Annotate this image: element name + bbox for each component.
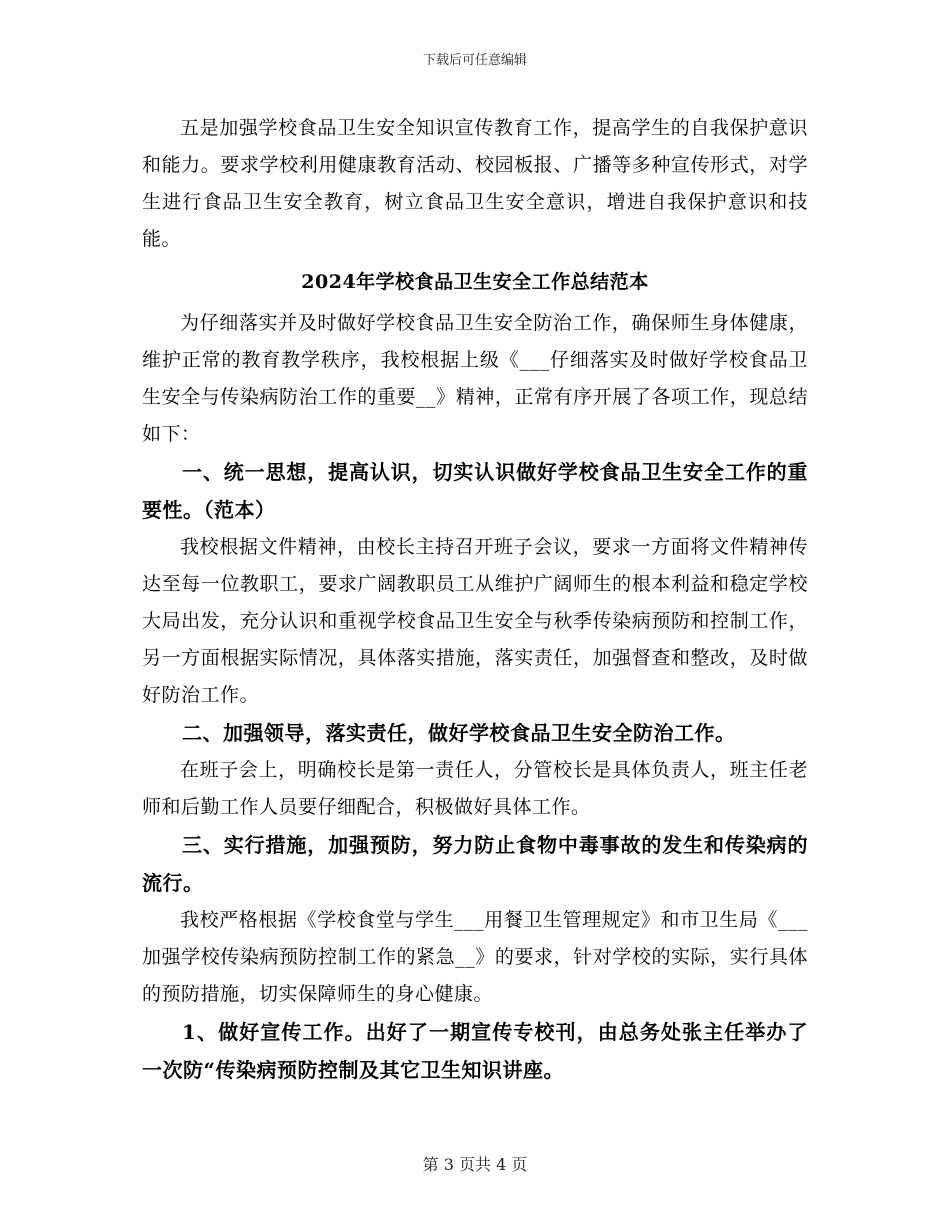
paragraph-overview: 为仔细落实并及时做好学校食品卫生安全防治工作，确保师生身体健康，维护正常的教育教学秩序，我校根据上级《___仔细落实及时做好学校食品卫生安全与传染病防治工作的重要__》精神，正常有序开展了各项工作，现总结如下：: [142, 312, 808, 445]
section-heading-2: 二、加强领导，落实责任，做好学校食品卫生安全防治工作。: [182, 721, 736, 745]
section-heading-1: 一、统一思想，提高认识，切实认识做好学校食品卫生安全工作的重要性。（范本）: [142, 460, 808, 522]
paragraph-section-3: 我校严格根据《学校食堂与学生___用餐卫生管理规定》和市卫生局《___加强学校传染病预防控制工作的紧急__》的要求，针对学校的实际，实行具体的预防措施，切实保障师生的身心健康。: [142, 909, 808, 1005]
page-footer: 第 3 页共 4 页: [422, 1155, 528, 1174]
document-title: 2024年学校食品卫生安全工作总结范本: [301, 271, 649, 293]
paragraph-section-1: 我校根据文件精神，由校长主持召开班子会议，要求一方面将文件精神传达至每一位教职工，要求广阔教职员工从维护广阔师生的根本利益和稳定学校大局出发，充分认识和重视学校食品卫生安全与秋季传染病预防和控制工作，另一方面根据实际情况，具体落实措施，落实责任，加强督查和整改，及时做好防治工作。: [142, 536, 808, 706]
subsection-heading-1: 1、做好宣传工作。出好了一期宣传专校刊，由总务处张主任举办了一次防“传染病预防控制及其它卫生知识讲座。: [142, 1020, 808, 1082]
section-heading-3: 三、实行措施，加强预防，努力防止食物中毒事故的发生和传染病的流行。: [142, 833, 808, 895]
document-body: [142, 110, 808, 1089]
page-header: 下载后可任意编辑: [422, 53, 527, 68]
paragraph-section-2: 在班子会上，明确校长是第一责任人，分管校长是具体负责人，班主任老师和后勤工作人员要仔细配合，积极做好具体工作。: [142, 759, 808, 818]
paragraph-intro: 五是加强学校食品卫生安全知识宣传教育工作，提高学生的自我保护意识和能力。要求学校利用健康教育活动、校园板报、广播等多种宣传形式，对学生进行食品卫生安全教育，树立食品卫生安全意识，增进自我保护意识和技能。: [142, 117, 808, 250]
